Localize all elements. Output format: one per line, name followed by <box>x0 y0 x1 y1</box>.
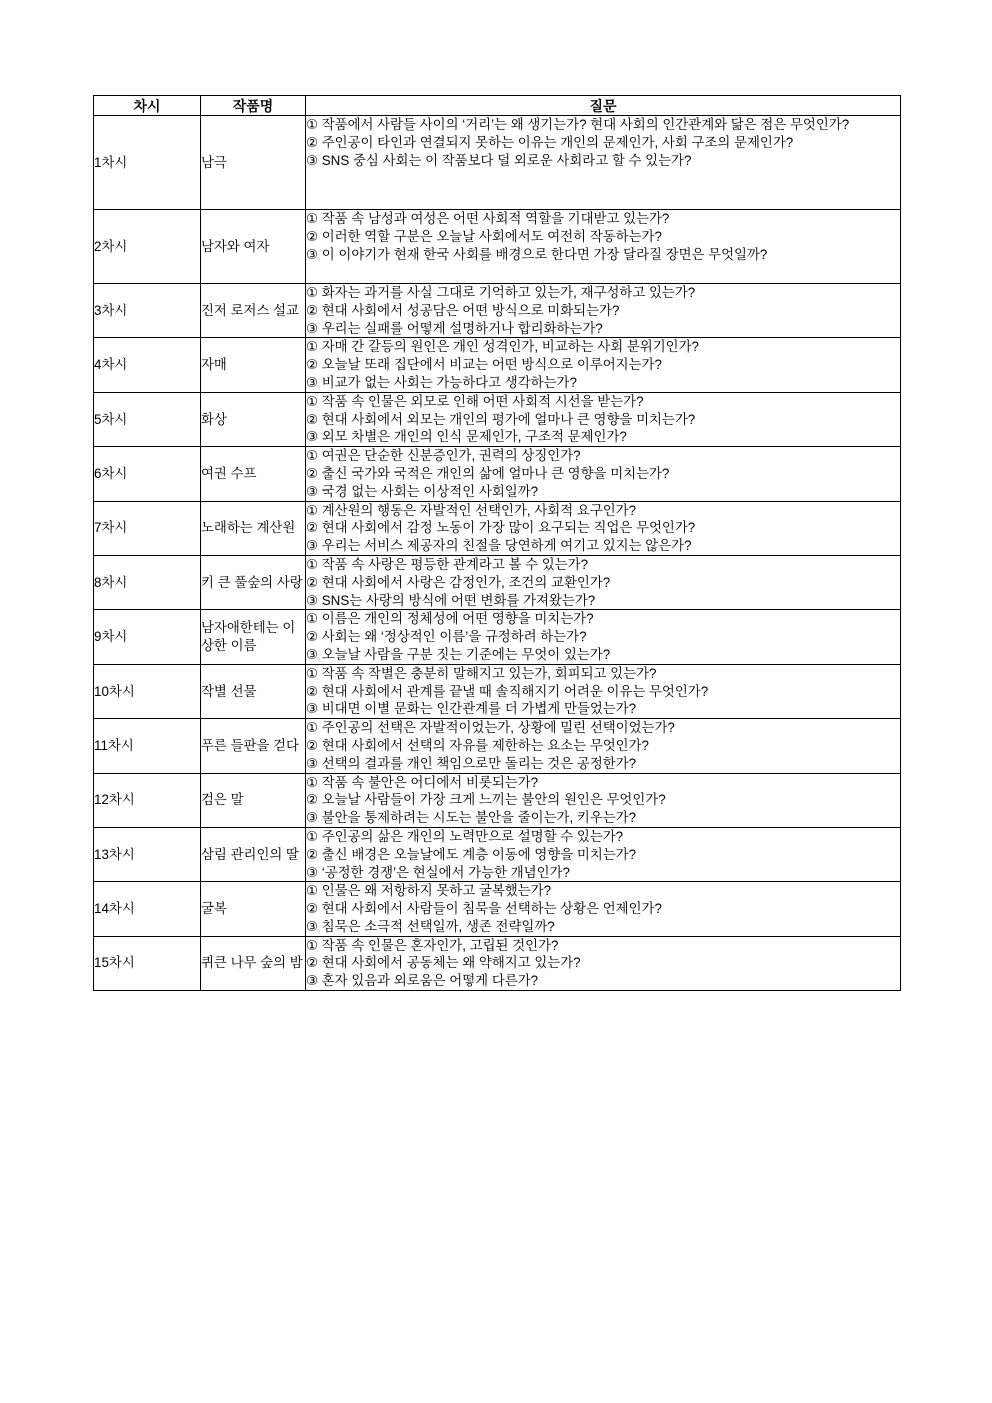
table-row <box>94 116 901 210</box>
table-header-row <box>94 96 901 116</box>
question-item: ③ 혼자 있음과 외로움은 어떻게 다른가? <box>306 973 539 989</box>
question-item: ③ 비교가 없는 사회는 가능하다고 생각하는가? <box>306 374 577 390</box>
session-cell: 2차시 <box>94 210 201 284</box>
session-cell: 10차시 <box>94 664 201 718</box>
question-item: ③ 비대면 이별 문화는 인간관계를 더 가볍게 만들었는가? <box>306 701 637 717</box>
question-item: ③ 국경 없는 사회는 이상적인 사회일까? <box>306 483 539 499</box>
header-title: 작품명 <box>201 96 306 116</box>
question-cell <box>306 610 901 664</box>
session-cell: 6차시 <box>94 447 201 501</box>
table-row <box>94 284 901 338</box>
question-cell <box>306 936 901 990</box>
work-title-cell: 남자와 여자 <box>201 210 306 284</box>
question-item: ② 현대 사회에서 공동체는 왜 약해지고 있는가? <box>306 955 581 971</box>
question-item: ③ 선택의 결과를 개인 책임으로만 돌리는 것은 공정한가? <box>306 755 637 771</box>
table-row <box>94 664 901 718</box>
work-title-cell: 삼림 관리인의 딸 <box>201 827 306 881</box>
work-title-cell: 푸른 들판을 걷다 <box>201 719 306 773</box>
session-cell: 7차시 <box>94 501 201 555</box>
question-item: ① 인물은 왜 저항하지 못하고 굴복했는가? <box>306 883 552 899</box>
session-cell: 12차시 <box>94 773 201 827</box>
table-row <box>94 210 901 284</box>
session-cell: 11차시 <box>94 719 201 773</box>
session-cell: 3차시 <box>94 284 201 338</box>
question-cell <box>306 501 901 555</box>
work-title-cell: 노래하는 계산원 <box>201 501 306 555</box>
table-row <box>94 338 901 392</box>
work-title-cell: 굴복 <box>201 882 306 936</box>
work-title-cell: 화상 <box>201 392 306 446</box>
question-item: ① 작품 속 작별은 충분히 말해지고 있는가, 회피되고 있는가? <box>306 665 657 681</box>
question-item: ② 현대 사회에서 사람들이 침묵을 선택하는 상황은 언제인가? <box>306 901 662 917</box>
question-item: ① 자매 간 갈등의 원인은 개인 성격인가, 비교하는 사회 분위기인가? <box>306 339 699 355</box>
table-row <box>94 610 901 664</box>
question-item: ③ 불안을 통제하려는 시도는 불안을 줄이는가, 키우는가? <box>306 810 637 826</box>
question-item: ③ SNS는 사랑의 방식에 어떤 변화를 가져왔는가? <box>306 592 596 608</box>
session-cell: 15차시 <box>94 936 201 990</box>
table-row <box>94 827 901 881</box>
header-question: 질문 <box>306 96 901 116</box>
question-item: ② 현대 사회에서 성공담은 어떤 방식으로 미화되는가? <box>306 302 620 318</box>
question-cell <box>306 773 901 827</box>
question-item: ② 오늘날 사람들이 가장 크게 느끼는 불안의 원인은 무엇인가? <box>306 792 666 808</box>
question-cell <box>306 210 901 284</box>
question-cell <box>306 555 901 609</box>
question-item: ② 현대 사회에서 외모는 개인의 평가에 얼마나 큰 영향을 미치는가? <box>306 411 696 427</box>
session-cell: 1차시 <box>94 116 201 210</box>
question-item: ② 출신 배경은 오늘날에도 계층 이동에 영향을 미치는가? <box>306 846 637 862</box>
table-row <box>94 936 901 990</box>
question-item: ② 현대 사회에서 사랑은 감정인가, 조건의 교환인가? <box>306 574 611 590</box>
work-title-cell: 작별 선물 <box>201 664 306 718</box>
question-item: ③ 이 이야기가 현재 한국 사회를 배경으로 한다면 가장 달라질 장면은 무엇일까? <box>306 246 768 262</box>
question-item: ② 출신 국가와 국적은 개인의 삶에 얼마나 큰 영향을 미치는가? <box>306 465 670 481</box>
question-item: ① 주인공의 삶은 개인의 노력만으로 설명할 수 있는가? <box>306 828 624 844</box>
work-title-cell: 남자애한테는 이상한 이름 <box>201 610 306 664</box>
question-cell <box>306 447 901 501</box>
work-title-cell: 키 큰 풀숲의 사랑 <box>201 555 306 609</box>
question-cell <box>306 827 901 881</box>
question-item: ② 이러한 역할 구분은 오늘날 사회에서도 여전히 작동하는가? <box>306 228 662 244</box>
question-item: ③ 외모 차별은 개인의 인식 문제인가, 구조적 문제인가? <box>306 429 627 445</box>
question-item: ③ 우리는 실패를 어떻게 설명하거나 합리화하는가? <box>306 320 603 336</box>
question-cell <box>306 882 901 936</box>
question-item: ① 화자는 과거를 사실 그대로 기억하고 있는가, 재구성하고 있는가? <box>306 285 696 300</box>
session-cell: 9차시 <box>94 610 201 664</box>
lesson-plan-table <box>93 95 901 991</box>
question-item: ① 작품 속 인물은 혼자인가, 고립된 것인가? <box>306 937 559 953</box>
question-item: ① 작품 속 불안은 어디에서 비롯되는가? <box>306 774 539 790</box>
question-item: ① 계산원의 행동은 자발적인 선택인가, 사회적 요구인가? <box>306 502 637 518</box>
work-title-cell: 남극 <box>201 116 306 210</box>
table-row <box>94 773 901 827</box>
question-item: ② 현대 사회에서 관계를 끝낼 때 솔직해지기 어려운 이유는 무엇인가? <box>306 683 709 699</box>
table-row <box>94 501 901 555</box>
work-title-cell: 진저 로저스 설교 <box>201 284 306 338</box>
question-item: ③ ‘공정한 경쟁’은 현실에서 가능한 개념인가? <box>306 864 570 880</box>
question-cell <box>306 338 901 392</box>
table-row <box>94 447 901 501</box>
session-cell: 4차시 <box>94 338 201 392</box>
question-cell <box>306 392 901 446</box>
work-title-cell: 여권 수프 <box>201 447 306 501</box>
table-row <box>94 719 901 773</box>
session-cell: 14차시 <box>94 882 201 936</box>
question-item: ① 여권은 단순한 신분증인가, 권력의 상징인가? <box>306 448 581 464</box>
question-item: ① 이름은 개인의 정체성에 어떤 영향을 미치는가? <box>306 611 594 627</box>
table-row <box>94 882 901 936</box>
session-cell: 8차시 <box>94 555 201 609</box>
question-item: ① 작품에서 사람들 사이의 ‘거리’는 왜 생기는가? 현대 사회의 인간관계와 닮은 점은 무엇인가? <box>306 117 850 132</box>
question-item: ② 오늘날 또래 집단에서 비교는 어떤 방식으로 이루어지는가? <box>306 357 662 373</box>
question-item: ② 현대 사회에서 선택의 자유를 제한하는 요소는 무엇인가? <box>306 737 650 753</box>
question-item: ② 사회는 왜 ‘정상적인 이름’을 규정하려 하는가? <box>306 629 587 645</box>
question-item: ② 현대 사회에서 감정 노동이 가장 많이 요구되는 직업은 무엇인가? <box>306 520 696 536</box>
question-item: ① 주인공의 선택은 자발적이었는가, 상황에 밀린 선택이었는가? <box>306 720 675 736</box>
table-row <box>94 392 901 446</box>
question-cell <box>306 284 901 338</box>
question-cell <box>306 719 901 773</box>
work-title-cell: 검은 말 <box>201 773 306 827</box>
question-item: ③ 우리는 서비스 제공자의 친절을 당연하게 여기고 있지는 않은가? <box>306 538 692 554</box>
header-session: 차시 <box>94 96 201 116</box>
question-item: ③ 오늘날 사람을 구분 짓는 기준에는 무엇이 있는가? <box>306 646 611 662</box>
question-item: ① 작품 속 사랑은 평등한 관계라고 볼 수 있는가? <box>306 556 589 572</box>
question-item: ② 주인공이 타인과 연결되지 못하는 이유는 개인의 문제인가, 사회 구조의 문제인가? <box>306 134 794 150</box>
question-item: ③ 침묵은 소극적 선택일까, 생존 전략일까? <box>306 918 555 934</box>
question-item: ① 작품 속 남성과 여성은 어떤 사회적 역할을 기대받고 있는가? <box>306 211 670 226</box>
question-cell <box>306 116 901 210</box>
session-cell: 5차시 <box>94 392 201 446</box>
work-title-cell: 퀴큰 나무 숲의 밤 <box>201 936 306 990</box>
session-cell: 13차시 <box>94 827 201 881</box>
question-item: ③ SNS 중심 사회는 이 작품보다 덜 외로운 사회라고 할 수 있는가? <box>306 152 692 168</box>
question-item: ① 작품 속 인물은 외모로 인해 어떤 사회적 시선을 받는가? <box>306 393 644 409</box>
question-cell <box>306 664 901 718</box>
table-row <box>94 555 901 609</box>
work-title-cell: 자매 <box>201 338 306 392</box>
